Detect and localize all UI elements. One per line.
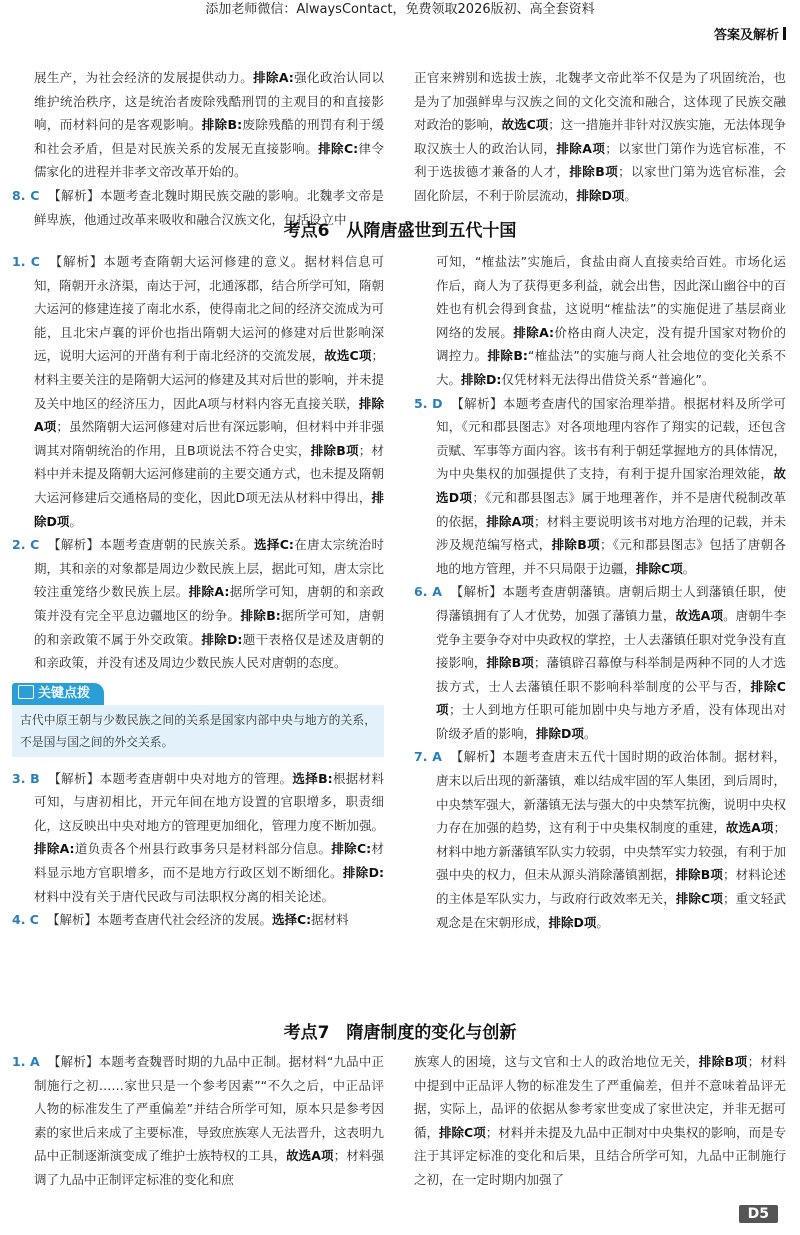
prev-answer-continuation: 展生产，为社会经济的发展提供动力。排除A:强化政治认同以维护统治秩序，这是统治者废除残酷刑罚的主观目的和直接影响，而材料问的是客观影响。排除B:废除残酷的刑罚有利于缓和社会矛盾，但是对民族关系的发展无直接影响。排除C:律令儒家化的进程并非孝文帝改革开始的。 [34,70,384,180]
answer-item-4: 4. C 【解析】本题考查唐代社会经济的发展。选择C:据材料 [12,912,349,928]
header-title: 答案及解析 [713,28,779,43]
answer-number: 8. C [12,187,40,203]
section7-right-column [414,1050,786,1192]
section6-right-column [414,250,786,934]
header-bar [783,27,786,40]
top-banner: 添加老师微信：AlwaysContact，免费领取2026版初、高全套资料 [205,2,595,17]
answer-item-3: 3. B 【解析】本题考查唐朝中央对地方的管理。选择B:根据材料可知，与唐初相比，开元年间在地方设置的官职增多，职责细化，这反映出中央对地方的管理更加细化，管理力度不断加强。排除A:道负责各个州县行政事务只是材料部分信息。排除C:材料显示地方官职增多，而不是地方行政区划不断细化。排除D:材料中没有关于唐代民政与司法职权分离的相关论述。 [12,770,385,904]
page-number: D5 [739,1205,778,1223]
key-tip-box [12,681,384,757]
answer-item-2: 2. C 【解析】本题考查唐朝的民族关系。选择C:在唐太宗统治时期，其和亲的对象都是周边少数民族上层，据此可知，唐太宗比较注重笼络少数民族上层。排除A:据所学可知，唐朝的和亲政策并没有完全平息边疆地区的纷争。排除B:据所学可知，唐朝的和亲政策不属于外交政策。排除D:题干表格仅是述及唐朝的和亲政策，并没有述及周边少数民族人民对唐朝的态度。 [12,537,385,671]
answer-item-5: 5. D 【解析】本题考查唐代的国家治理举措。根据材料及所学可知，《元和郡县图志》对各项地理内容作了翔实的记载，还包含贡赋、军事等方面内容。该书有利于朝廷掌握地方的具体情况，为中央集权的加强提供了支持，有利于提升国家治理效能，故选D项；《元和郡县图志》属于地理著作，并不是唐代税制改革的依据，排除A项；材料主要说明该书对地方治理的记载，并未涉及规范编写格式，排除B项；《元和郡县图志》包括了唐朝各地的地方管理，并不只局限于边疆，排除C项。 [414,395,787,576]
answer-item-8: 8. C 【解析】本题考查北魏时期民族交融的影响。北魏孝文帝是鲜卑族，他通过改革来吸收和融合汉族文化，包括设立中 [12,187,384,227]
answer-item-1: 1. C 【解析】本题考查隋朝大运河修建的意义。据材料信息可知，隋朝开永济渠，南达于河，北通涿郡，结合所学可知，隋朝大运河的修建连接了南北水系，使得南北之间的经济交流成为可能，且北宋卢襄的评价也指出隋朝大运河的修建对后世影响深远，说明大运河的开凿有利于南北经济的交流发展，故选C项；材料主要关注的是隋朝大运河的修建及其对后世的影响，并未提及关中地区的经济压力，因此A项与材料内容无直接关联，排除A项；虽然隋朝大运河修建对后世有深远影响，但材料中并非强调其对隋朝统治的作用，且B项说法不符合史实，排除B项；材料中并未提及隋朝大运河修建前的主要交通方式，也未提及隋朝大运河修建后交通格局的变化，因此D项无法从材料中得出，排除D项。 [12,254,385,529]
answer-item-8-continuation: 正官来辨别和选拔士族，北魏孝文帝此举不仅是为了巩固统治，也是为了加强鲜卑与汉族之间的文化交流和融合，这体现了民族交融对政治的影响，故选C项；这一措施并非针对汉族实施，无法体现争取汉族士人的政治认同，排除A项；以家世门第作为选官标准，不利于选拔德才兼备的人才，排除B项；以家世门第为选官标准，会固化阶层，不利于阶层流动，排除D项。 [414,70,786,203]
top-right-column [414,66,786,208]
answer-item-6: 6. A 【解析】本题考查唐朝藩镇。唐朝后期士人到藩镇任职，使得藩镇拥有了人才优势，加强了藩镇力量，故选A项。唐朝牛李党争主要争夺对中央政权的掌控，士人去藩镇任职对党争没有直接影响，排除B项；藩镇辟召幕僚与科举制是两种不同的人才选拔方式，士人去藩镇任职不影响科举制度的公平与否，排除C项；士人到地方任职可能加剧中央与地方矛盾，没有体现出对阶级矛盾的影响，排除D项。 [414,584,787,741]
section-title-6: 考点6 从隋唐盛世到五代十国 [283,221,517,241]
section-title-7: 考点7 隋唐制度的变化与创新 [283,1023,517,1043]
answer-item-s7-1: 1. A 【解析】本题考查魏晋时期的九品中正制。据材料“九品中正制施行之初……家世只是一个参考因素”“不久之后，中正品评人物的标准发生了严重偏差”并结合所学可知，原本只是参考因素的家世后来成了主要标准，导致庶族寒人无法晋升，这表明九品中正制逐渐演变成了维护士族特权的工具，故选A项；材料强调了九品中正制评定标准的变化和庶 [12,1054,385,1187]
page-header [714,24,786,43]
key-tip-text: 古代中原王朝与少数民族之间的关系是国家内部中央与地方的关系，不是国与国之间的外交关系。 [12,705,384,757]
chart-icon [18,685,34,699]
answer-item-4-continuation: 可知，“榷盐法”实施后，食盐由商人直接卖给百姓。市场化运作后，商人为了获得更多利益，就会出售，因此深山幽谷中的百姓也有机会得到食盐，这说明“榷盐法”的实施促进了基层商业网络的发展。排除A:价格由商人决定，没有提升国家对物价的调控力。排除B:“榷盐法”的实施与商人社会地位的变化关系不大。排除D:仅凭材料无法得出借贷关系“普遍化”。 [436,254,787,387]
answer-item-7: 7. A 【解析】本题考查唐末五代十国时期的政治体制。据材料，唐末以后出现的新藩镇，难以结成牢固的军人集团，到后周时，中央禁军强大，新藩镇无法与强大的中央禁军抗衡，说明中央权力存在加强的趋势，这有利于中央集权制度的重建，故选A项；材料中地方新藩镇军队实力较弱，中央禁军实力较强，有利于加强中央的权力，但未从源头消除藩镇割据，排除B项；材料论述的主体是军队实力，与政府行政效率无关，排除C项；重文轻武观念是在宋朝形成，排除D项。 [414,749,787,930]
section7-left-column [12,1050,384,1192]
top-left-column [12,66,384,231]
answer-item-s7-1-continuation: 族寒人的困境，这与文官和士人的政治地位无关，排除B项；材料中提到中正品评人物的标准发生了严重偏差，但并不意味着品评无据，实际上，品评的依据从参考家世变成了家世决定，并非无据可循，排除C项；材料并未提及九品中正制对中央集权的影响，而是专注于其评定标准的变化和后果，且结合所学可知，九品中正制施行之初，在一定时期内加强了 [414,1054,786,1187]
key-tip-label: 关键点拨 [12,683,104,705]
section6-left-column [12,250,384,932]
